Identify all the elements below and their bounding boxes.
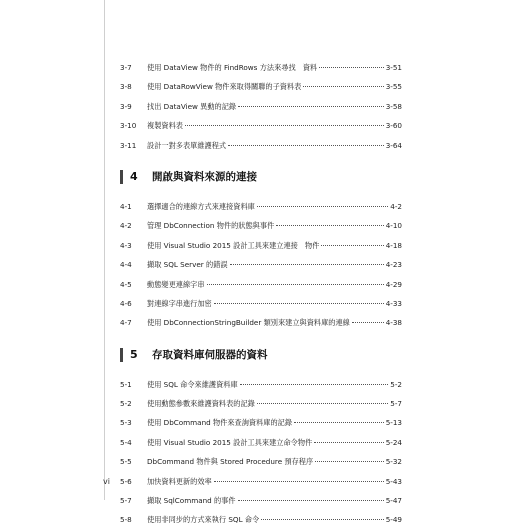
entry-number: 5-3 — [120, 418, 132, 428]
dot-leader — [303, 86, 383, 87]
entry-page: 5-2 — [390, 379, 402, 389]
toc-entry[interactable] — [120, 275, 402, 294]
entry-number: 4-2 — [120, 221, 132, 231]
entry-number: 3-8 — [120, 82, 132, 92]
dot-leader — [240, 384, 389, 385]
dot-leader — [185, 125, 384, 126]
table-of-contents — [120, 58, 402, 530]
dot-leader — [321, 245, 383, 246]
toc-entry[interactable] — [120, 491, 402, 510]
entry-page: 5-43 — [385, 476, 402, 486]
toc-entry[interactable] — [120, 413, 402, 432]
toc-entry[interactable] — [120, 472, 402, 491]
toc-entry[interactable] — [120, 97, 402, 116]
entry-title: 擷取 SqlCommand 的事件 — [147, 496, 236, 506]
entry-page: 5-49 — [385, 515, 402, 525]
entry-number: 4-6 — [120, 298, 132, 308]
entry-title: 使用 SQL 命令來維護資料庫 — [147, 379, 238, 389]
dot-leader — [207, 284, 384, 285]
page-number: vi — [103, 477, 110, 486]
dot-leader — [238, 500, 384, 501]
entry-number: 3-7 — [120, 63, 132, 72]
toc-entry[interactable] — [120, 197, 402, 216]
chapter-marker-bar — [120, 170, 123, 184]
chapter-marker-bar — [120, 348, 123, 362]
toc-entry[interactable] — [120, 116, 402, 135]
toc-section-chapter-4 — [120, 165, 402, 333]
entry-title: 使用 DataView 物件的 FindRows 方法來尋找 資料 — [147, 63, 318, 72]
entry-page: 4-38 — [385, 318, 402, 328]
entry-title: 使用 DbCommand 物件來查詢資料庫的記錄 — [147, 418, 293, 428]
entry-number: 4-1 — [120, 201, 132, 211]
toc-entry[interactable] — [120, 510, 402, 529]
toc-entry[interactable] — [120, 452, 402, 471]
toc-entry[interactable] — [120, 58, 402, 77]
chapter-title: 存取資料庫伺服器的資料 — [152, 349, 268, 362]
dot-leader — [257, 206, 388, 207]
dot-leader — [352, 322, 384, 323]
entry-title: 使用 DbConnectionStringBuilder 類別來建立與資料庫的連線 — [147, 318, 350, 328]
entry-page: 4-10 — [385, 221, 402, 231]
entry-page: 3-64 — [385, 140, 402, 150]
entry-page: 5-24 — [385, 437, 402, 447]
entry-number: 3-9 — [120, 101, 132, 111]
entry-page: 5-13 — [385, 418, 402, 428]
entry-page: 5-32 — [385, 457, 402, 467]
entry-number: 4-4 — [120, 260, 132, 270]
entry-title: 使用 Visual Studio 2015 設計工具來建立命令物件 — [147, 437, 313, 447]
entry-title: 使用 Visual Studio 2015 設計工具來建立連接 物件 — [147, 240, 320, 250]
entry-number: 5-1 — [120, 379, 132, 389]
entry-number: 5-6 — [120, 476, 132, 486]
entry-page: 5-7 — [390, 399, 402, 409]
toc-entry[interactable] — [120, 375, 402, 394]
entry-number: 4-7 — [120, 318, 132, 328]
dot-leader — [294, 422, 384, 423]
entry-title: 擷取 SQL Server 的錯誤 — [147, 260, 228, 270]
entry-title: 動態變更連線字串 — [147, 279, 205, 289]
dot-leader — [314, 442, 383, 443]
entry-page: 4-33 — [385, 298, 402, 308]
dot-leader — [214, 303, 384, 304]
entry-page: 4-18 — [385, 240, 402, 250]
dot-leader — [276, 225, 383, 226]
entry-page: 3-55 — [385, 82, 402, 92]
chapter-title: 開啟與資料來源的連接 — [152, 171, 257, 184]
entry-number: 5-2 — [120, 399, 132, 409]
entry-title: 使用動態參數來維護資料表的記錄 — [147, 399, 255, 409]
entry-page: 4-29 — [385, 279, 402, 289]
entry-number: 5-7 — [120, 496, 132, 506]
entry-number: 4-3 — [120, 240, 132, 250]
entry-title: 對連線字串進行加密 — [147, 298, 212, 308]
chapter-heading[interactable] — [120, 165, 402, 189]
toc-section-chapter-3 — [120, 58, 402, 155]
chapter-heading[interactable] — [120, 343, 402, 367]
page-gutter-line — [104, 0, 105, 500]
toc-entry[interactable] — [120, 216, 402, 235]
entry-title: 使用非同步的方式來執行 SQL 命令 — [147, 515, 260, 525]
entry-page: 4-23 — [385, 260, 402, 270]
dot-leader — [261, 519, 383, 520]
entry-title: 複製資料表 — [147, 121, 183, 131]
entry-number: 5-5 — [120, 457, 132, 467]
toc-entry[interactable] — [120, 294, 402, 313]
dot-leader — [228, 145, 384, 146]
entry-page: 3-60 — [385, 121, 402, 131]
entry-number: 4-5 — [120, 279, 132, 289]
dot-leader — [214, 481, 384, 482]
entry-page: 4-2 — [390, 201, 402, 211]
entry-number: 3-11 — [120, 140, 137, 150]
entry-title: 加快資料更新的效率 — [147, 476, 212, 486]
entry-title: 選擇適合的連線方式來連接資料庫 — [147, 201, 255, 211]
toc-entry[interactable] — [120, 77, 402, 96]
entry-number: 5-4 — [120, 437, 132, 447]
dot-leader — [319, 67, 383, 68]
toc-entry[interactable] — [120, 255, 402, 274]
entry-page: 3-51 — [385, 63, 402, 72]
entry-number: 3-10 — [120, 121, 137, 131]
entry-number: 5-8 — [120, 515, 132, 525]
dot-leader — [230, 264, 384, 265]
toc-entry[interactable] — [120, 313, 402, 332]
toc-entry[interactable] — [120, 136, 402, 155]
chapter-number: 5 — [130, 348, 138, 362]
toc-entry[interactable] — [120, 236, 402, 255]
dot-leader — [257, 403, 388, 404]
dot-leader — [238, 106, 384, 107]
entry-title: 管理 DbConnection 物件的狀態與事件 — [147, 221, 275, 231]
entry-title: 設計一對多表單維護程式 — [147, 140, 227, 150]
toc-section-chapter-5 — [120, 343, 402, 530]
entry-title: 使用 DataRowView 物件來取得關聯的子資料表 — [147, 82, 302, 92]
entry-title: 找出 DataView 異動的記錄 — [147, 101, 237, 111]
dot-leader — [315, 461, 384, 462]
entry-page: 3-58 — [385, 101, 402, 111]
entry-title: DbCommand 物件與 Stored Procedure 預存程序 — [147, 457, 314, 467]
toc-entry[interactable] — [120, 394, 402, 413]
chapter-number: 4 — [130, 170, 138, 184]
entry-page: 5-47 — [385, 496, 402, 506]
toc-entry[interactable] — [120, 433, 402, 452]
